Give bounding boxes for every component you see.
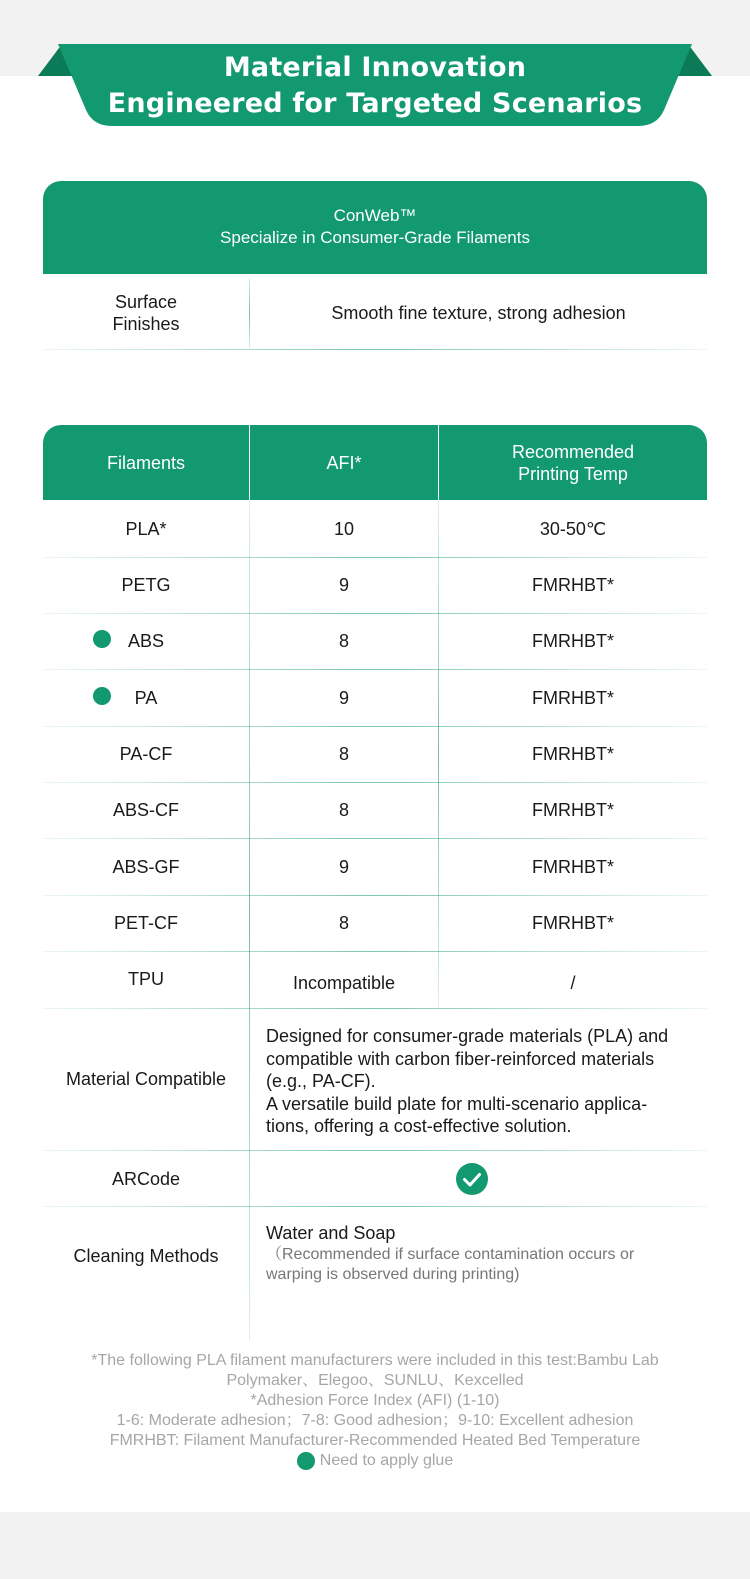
- material-compatible-line2: compatible with carbon fiber-reinforced materials: [266, 1048, 655, 1069]
- footnote-line2: Polymaker、Elegoo、SUNLU、Kexcelled: [226, 1372, 524, 1389]
- title-banner: [0, 44, 750, 128]
- temp-value: FMRHBT*: [532, 688, 614, 708]
- banner-title-line1: Material Innovation: [223, 52, 527, 83]
- afi-value: Incompatible: [292, 973, 396, 993]
- temp-value: FMRHBT*: [532, 575, 614, 595]
- product-name: ConWeb™: [333, 206, 417, 225]
- header-temp-line2: Printing Temp: [518, 463, 628, 484]
- filament-name: PA: [134, 688, 158, 708]
- product-card-bottom-line: [43, 349, 707, 350]
- filament-name: ABS-GF: [112, 857, 180, 877]
- arcode-label: ARCode: [111, 1168, 181, 1189]
- surface-finishes-value: Smooth fine texture, strong adhesion: [331, 303, 626, 323]
- footnotes: [0, 1351, 750, 1471]
- filament-table: [43, 425, 707, 500]
- banner-title: [0, 50, 750, 122]
- product-card: [43, 181, 707, 274]
- temp-value: FMRHBT*: [532, 800, 614, 820]
- material-compatible-line1: Designed for consumer-grade materials (PLA) and: [266, 1026, 669, 1046]
- footnote-line4: 1-6: Moderate adhesion；7-8: Good adhesion；9-10: Excellent adhesion: [116, 1412, 634, 1429]
- afi-value: 10: [333, 519, 355, 539]
- material-compatible-label: Material Compatible: [65, 1069, 227, 1089]
- glue-legend: [0, 1451, 750, 1471]
- header-afi: AFI*: [326, 452, 362, 473]
- filament-name: ABS-CF: [112, 800, 179, 820]
- header-divider-2: [438, 425, 439, 500]
- filament-name: PA-CF: [119, 744, 173, 764]
- afi-value: 8: [338, 744, 349, 764]
- surface-label-line1: Surface: [114, 292, 178, 312]
- material-compatible-line4: A versatile build plate for multi-scenario applica-: [266, 1093, 648, 1114]
- material-compatible-line3: (e.g., PA-CF).: [266, 1071, 376, 1091]
- filament-name: PETG: [121, 575, 171, 595]
- surface-finishes-label: [43, 278, 249, 348]
- surface-label-line2: Finishes: [112, 314, 180, 334]
- temp-value: FMRHBT*: [532, 913, 614, 933]
- header-filaments: Filaments: [106, 452, 186, 473]
- footnote-line1: *The following PLA filament manufacturers were included in this test:Bambu Lab: [91, 1352, 659, 1369]
- material-compatible-description: [266, 1025, 696, 1138]
- afi-value: 8: [338, 913, 349, 933]
- temp-value: 30-50℃: [539, 519, 607, 539]
- temp-value: FMRHBT*: [532, 744, 614, 764]
- temp-value: /: [570, 973, 576, 993]
- filament-name: TPU: [128, 969, 164, 989]
- cleaning-methods-value: [266, 1222, 696, 1285]
- product-subtitle: Specialize in Consumer-Grade Filaments: [220, 228, 530, 247]
- glue-legend-dot: [297, 1452, 315, 1470]
- filament-name: PET-CF: [113, 913, 178, 933]
- temp-value: FMRHBT*: [532, 857, 614, 877]
- header-temp-line1: Recommended: [511, 441, 635, 462]
- check-circle-icon: [456, 1163, 488, 1195]
- material-compatible-line5: tions, offering a cost-effective solution.: [266, 1116, 572, 1136]
- filament-name: PLA*: [125, 519, 167, 539]
- cleaning-note-line2: warping is observed during printing): [266, 1265, 520, 1283]
- glue-legend-text: Need to apply glue: [319, 1452, 454, 1469]
- filament-table-header: [43, 425, 707, 500]
- header-temp: [439, 425, 707, 500]
- product-card-header: [43, 181, 707, 274]
- cleaning-value: Water and Soap: [266, 1223, 396, 1243]
- afi-value: 9: [338, 575, 349, 595]
- cleaning-note-line1: （Recommended if surface contamination occurs or: [266, 1245, 635, 1263]
- header-divider-1: [249, 425, 250, 500]
- afi-value: 8: [338, 800, 349, 820]
- afi-value: 9: [338, 688, 349, 708]
- filament-name: ABS: [127, 631, 165, 651]
- afi-value: 8: [338, 631, 349, 651]
- cleaning-methods-label: Cleaning Methods: [73, 1246, 219, 1266]
- banner-title-line2: Engineered for Targeted Scenarios: [107, 88, 643, 119]
- footnote-line5: FMRHBT: Filament Manufacturer-Recommended Heated Bed Temperature: [109, 1432, 641, 1449]
- afi-value: 9: [338, 857, 349, 877]
- temp-value: FMRHBT*: [532, 631, 614, 651]
- footnote-line3: *Adhesion Force Index (AFI) (1-10): [250, 1392, 500, 1409]
